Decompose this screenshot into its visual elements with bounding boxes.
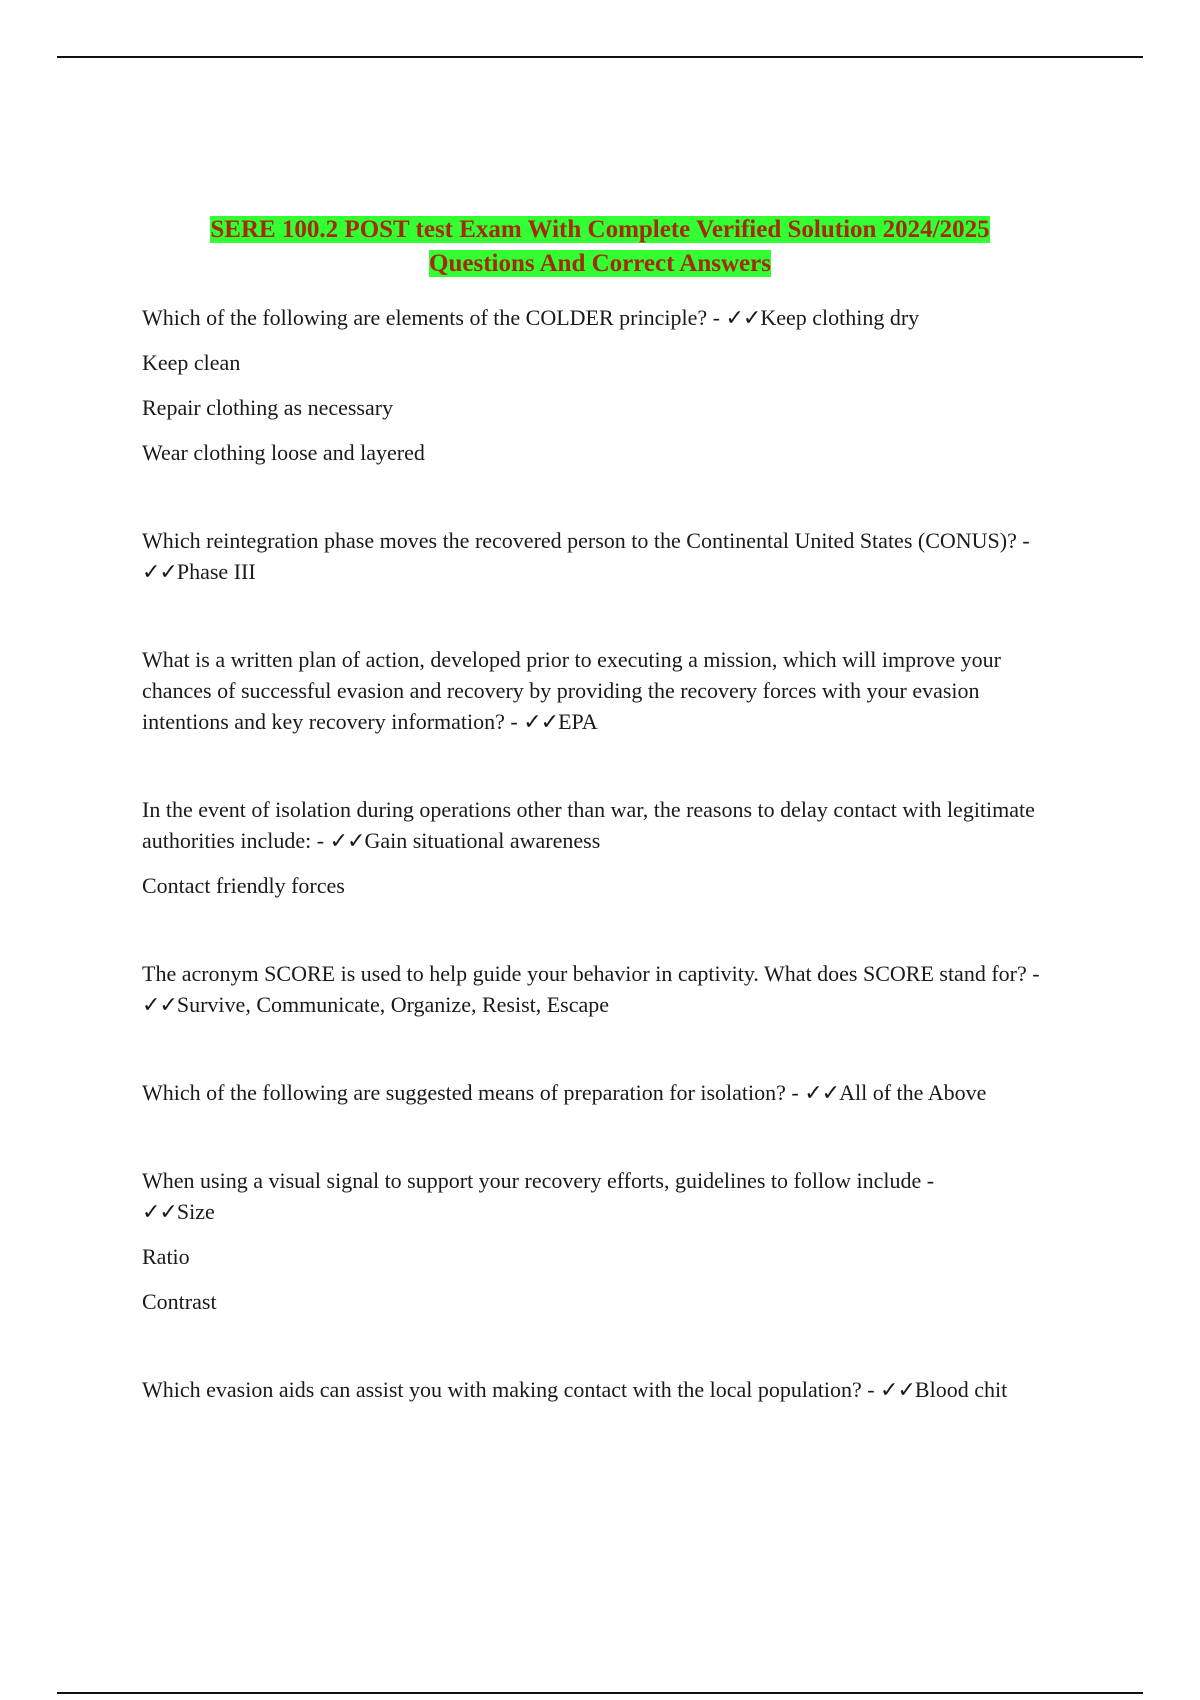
qa-item [142,302,1062,468]
check-mark-icon: ✓✓ [725,305,761,330]
qa-item [142,1165,1062,1317]
title-line-1: SERE 100.2 POST test Exam With Complete Verified Solution 2024/2025 [210,216,990,243]
title-line-2: Questions And Correct Answers [429,250,771,277]
qa-item [142,644,1062,737]
check-mark-icon: ✓✓ [523,709,559,734]
top-rule [57,56,1143,58]
check-mark-icon: ✓✓ [142,1199,177,1224]
answer-text: Gain situational awareness [364,828,601,853]
bottom-rule [57,1692,1143,1694]
question-text: In the event of isolation during operations other than war, the reasons to delay contact with legitimate authorities include: - [142,797,1035,853]
question-text: Which of the following are suggested means of preparation for isolation? - [142,1080,805,1105]
answer-text: Blood chit [914,1377,1008,1402]
check-mark-icon: ✓✓ [142,559,177,584]
question-text: Which reintegration phase moves the recovered person to the Continental United States (CONUS)? - [142,528,1030,553]
qa-item [142,958,1062,1020]
answer-extra: Contact friendly forces [142,873,345,898]
document-title [100,213,1100,281]
answer-text: Size [176,1199,215,1224]
qa-item [142,1077,1062,1108]
qa-item [142,525,1062,587]
question-text: When using a visual signal to support your recovery efforts, guidelines to follow include - [142,1168,935,1193]
answer-extra: Wear clothing loose and layered [142,440,425,465]
question-text: Which of the following are elements of the COLDER principle? - [142,305,726,330]
answer-text: Phase III [176,559,256,584]
question-text: What is a written plan of action, developed prior to executing a mission, which will improve your chances of successful evasion and recovery by providing the recovery forces with your evasion intentions and key recovery information? - [142,647,1002,734]
qa-item [142,1374,1062,1405]
answer-extra: Ratio [142,1244,190,1269]
answer-extra: Repair clothing as necessary [142,395,394,420]
check-mark-icon: ✓✓ [804,1080,840,1105]
answer-text: Survive, Communicate, Organize, Resist, Escape [176,992,610,1017]
answer-text: EPA [558,709,598,734]
qa-item [142,794,1062,901]
answer-extra: Contrast [142,1289,217,1314]
check-mark-icon: ✓✓ [329,828,365,853]
check-mark-icon: ✓✓ [880,1377,915,1402]
qa-list [142,302,1062,1419]
answer-text: Keep clothing dry [760,305,920,330]
question-text: Which evasion aids can assist you with making contact with the local population? - [142,1377,881,1402]
question-text: The acronym SCORE is used to help guide your behavior in captivity. What does SCORE stand for? - [142,961,1040,986]
check-mark-icon: ✓✓ [142,992,177,1017]
answer-extra: Keep clean [142,350,241,375]
answer-text: All of the Above [839,1080,987,1105]
